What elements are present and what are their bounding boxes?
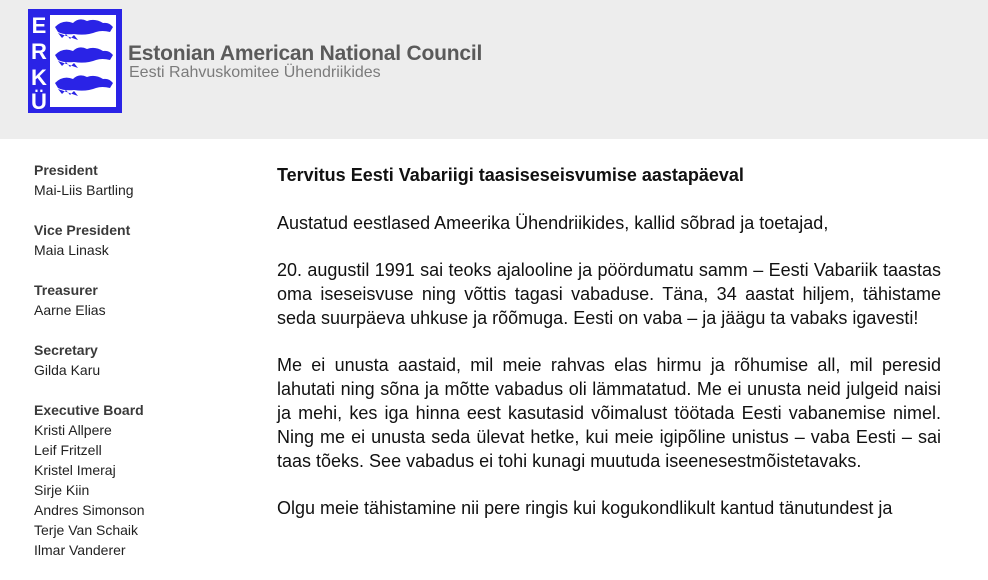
board-member: Mai-Liis Bartling [34, 182, 134, 198]
letter-paragraph: Olgu meie tähistamine nii pere ringis kui kogukondlikult kantud tänutundest ja [277, 498, 893, 518]
board-group-vice-president [34, 220, 234, 260]
board-member: Gilda Karu [34, 362, 101, 378]
board-role-title: President [34, 162, 98, 178]
board-member: Sirje Kiin [34, 482, 90, 498]
board-member: Leif Fritzell [34, 442, 102, 458]
logo-letter: R [31, 39, 47, 64]
letter-paragraph: Me ei unusta aastaid, mil meie rahvas elas hirmu ja rõhumise all, mil peresid lahutati ning sõna ja mõtte vabadus oli lämmatatud. Me ei unusta neid julgeid naisi ja mehi, kes iga hinna eest kasutasid võimalust töötada Eesti vabanemise nimel. Ning me ei unusta seda ülevat hetke, kui meie igipõline unistus – vaba Eesti – sai taas tõeks. See vabadus ei tohi kunagi muutuda iseenesestmõistetavaks. [277, 355, 941, 471]
board-member: Kristi Allpere [34, 422, 112, 438]
board-group-secretary [34, 340, 234, 380]
board-role-title: Secretary [34, 342, 98, 358]
logo-letter: K [31, 65, 47, 90]
letter-salutation: Austatud eestlased Ameerika Ühendriikides, kallid sõbrad ja toetajad, [277, 213, 829, 233]
board-role-title: Executive Board [34, 402, 144, 418]
erkyu-logo[interactable] [28, 9, 122, 113]
board-member: Aarne Elias [34, 302, 106, 318]
board-group-president [34, 160, 234, 200]
board-member: Maia Linask [34, 242, 109, 258]
logo-letter: E [31, 13, 47, 38]
letter-title: Tervitus Eesti Vabariigi taasiseseisvumise aastapäeval [277, 165, 744, 185]
board-member: Andres Simonson [34, 502, 145, 518]
board-role-title: Treasurer [34, 282, 98, 298]
board-sidebar [34, 160, 234, 580]
logo-letter: Ü [31, 89, 47, 113]
board-group-treasurer [34, 280, 234, 320]
board-member: Kristel Imeraj [34, 462, 116, 478]
org-subtitle: Eesti Rahvuskomitee Ühendriikides [129, 64, 381, 81]
board-member: Ilmar Vanderer [34, 542, 126, 558]
board-member: Terje Van Schaik [34, 522, 139, 538]
letter-content [277, 163, 941, 543]
letter-paragraph: 20. augustil 1991 sai teoks ajalooline ja pöördumatu samm – Eesti Vabariik taastas oma iseseisvuse ning võttis tagasi vabaduse. Täna, 34 aastat hiljem, tähistame seda suurpäeva uhkuse ja rõõmuga. Eesti on vaba – ja jäägu ta vabaks igavesti! [277, 260, 941, 328]
board-group-executive-board [34, 400, 234, 560]
org-name: Estonian American National Council [128, 42, 483, 65]
board-role-title: Vice President [34, 222, 131, 238]
page-header [0, 0, 988, 139]
